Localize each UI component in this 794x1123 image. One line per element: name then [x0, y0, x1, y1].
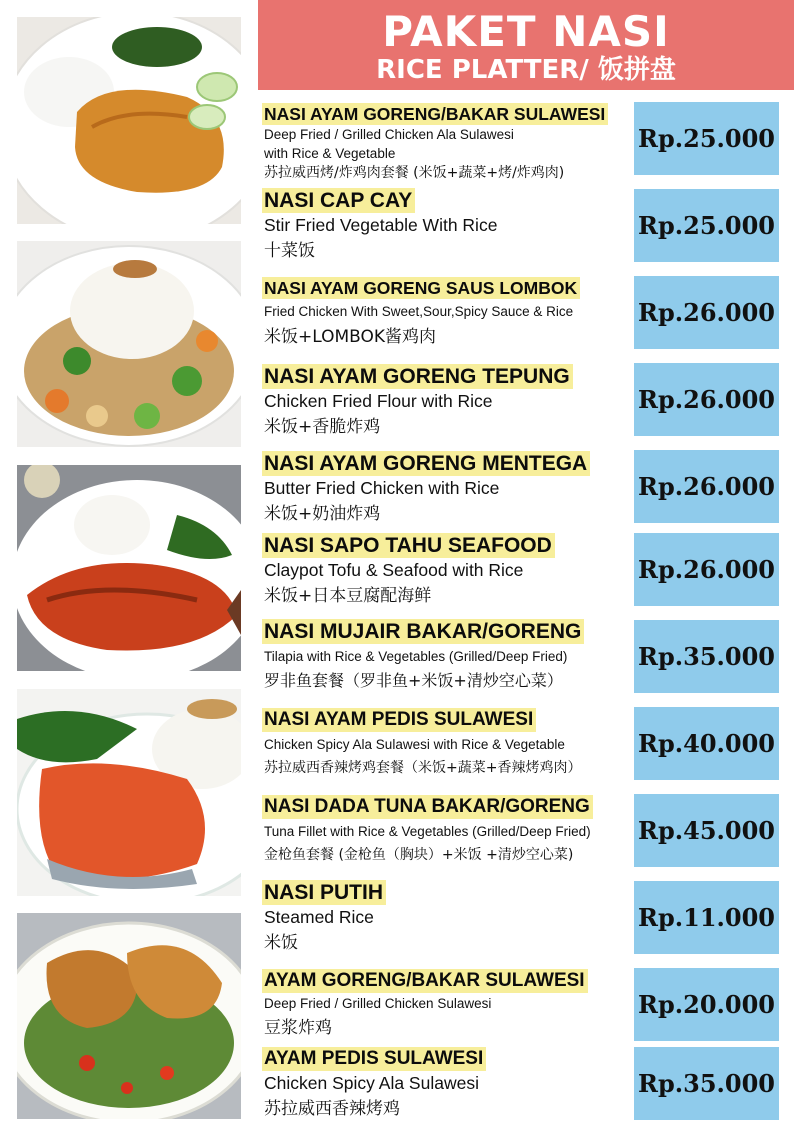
item-price: Rp.26.000	[634, 533, 779, 606]
item-chinese: 苏拉威西香辣烤鸡	[264, 1099, 400, 1119]
item-price: Rp.25.000	[634, 102, 779, 175]
item-price: Rp.35.000	[634, 620, 779, 693]
item-name: AYAM PEDIS SULAWESI	[262, 1047, 486, 1071]
menu-item	[262, 188, 634, 264]
menu-subtitle: RICE PLATTER/ 饭拼盘	[376, 55, 676, 85]
item-chinese: 豆浆炸鸡	[264, 1018, 332, 1038]
item-chinese: 米饭+奶油炸鸡	[264, 504, 381, 524]
item-chinese: 金枪鱼套餐 (金枪鱼（胸块）+米饭 +清炒空心菜)	[264, 847, 574, 863]
menu-item	[262, 708, 634, 779]
spicy-tuna-rice-photo	[17, 689, 241, 896]
item-name: NASI AYAM GORENG TEPUNG	[262, 364, 573, 389]
item-name: NASI SAPO TAHU SEAFOOD	[262, 533, 555, 558]
menu-item	[262, 277, 634, 350]
item-english: Claypot Tofu & Seafood with Rice	[264, 560, 524, 580]
item-price: Rp.26.000	[634, 363, 779, 436]
item-chinese: 苏拉威西香辣烤鸡套餐（米饭+蔬菜+香辣烤鸡肉）	[264, 760, 582, 776]
item-name: NASI AYAM GORENG MENTEGA	[262, 451, 590, 476]
menu-item	[262, 969, 634, 1041]
item-english: Deep Fried / Grilled Chicken Sulawesi	[264, 996, 492, 1011]
item-name: NASI AYAM GORENG/BAKAR SULAWESI	[262, 103, 608, 125]
menu-item	[262, 880, 634, 956]
item-chinese: 米饭+日本豆腐配海鲜	[264, 586, 432, 606]
menu-item	[262, 533, 634, 609]
item-english: Butter Fried Chicken with Rice	[264, 478, 500, 498]
item-english: Deep Fried / Grilled Chicken Ala Sulawesi	[264, 127, 514, 142]
item-chinese: 苏拉威西烤/炸鸡肉套餐 (米饭+蔬菜+烤/炸鸡肉)	[264, 165, 565, 181]
item-name: NASI AYAM PEDIS SULAWESI	[262, 708, 536, 732]
menu-item	[262, 103, 634, 184]
menu-title: PAKET NASI	[382, 7, 670, 56]
item-price: Rp.26.000	[634, 450, 779, 523]
menu-item	[262, 451, 634, 527]
fried-chicken-rice-photo	[17, 17, 241, 224]
item-price: Rp.45.000	[634, 794, 779, 867]
item-chinese: 十菜饭	[264, 241, 315, 261]
item-chinese: 米饭+LOMBOK酱鸡肉	[264, 327, 437, 347]
menu-item	[262, 364, 634, 440]
item-english: Stir Fried Vegetable With Rice	[264, 215, 498, 235]
item-chinese: 米饭+香脆炸鸡	[264, 417, 381, 437]
item-price: Rp.25.000	[634, 189, 779, 262]
item-english-cont: with Rice & Vegetable	[264, 146, 396, 161]
menu-item	[262, 795, 634, 866]
menu-item	[262, 619, 634, 692]
menu-header	[258, 0, 794, 90]
item-english: Steamed Rice	[264, 907, 374, 927]
item-english: Chicken Spicy Ala Sulawesi	[264, 1073, 479, 1093]
item-name: NASI PUTIH	[262, 880, 386, 905]
item-english: Chicken Spicy Ala Sulawesi with Rice & Vegetable	[264, 737, 565, 752]
item-name: NASI MUJAIR BAKAR/GORENG	[262, 619, 584, 644]
item-name: AYAM GORENG/BAKAR SULAWESI	[262, 969, 588, 993]
item-price: Rp.35.000	[634, 1047, 779, 1120]
item-price: Rp.26.000	[634, 276, 779, 349]
item-english: Tilapia with Rice & Vegetables (Grilled/Deep Fried)	[264, 649, 568, 664]
menu-item	[262, 1047, 634, 1122]
item-name: NASI DADA TUNA BAKAR/GORENG	[262, 795, 593, 819]
cap-cay-rice-photo	[17, 241, 241, 447]
item-chinese: 罗非鱼套餐（罗非鱼+米饭+清炒空心菜）	[264, 671, 563, 690]
item-name: NASI AYAM GORENG SAUS LOMBOK	[262, 277, 580, 299]
item-english: Tuna Fillet with Rice & Vegetables (Grilled/Deep Fried)	[264, 824, 591, 839]
item-chinese: 米饭	[264, 933, 298, 953]
item-price: Rp.20.000	[634, 968, 779, 1041]
item-name: NASI CAP CAY	[262, 188, 415, 213]
item-price: Rp.40.000	[634, 707, 779, 780]
grilled-fish-rice-photo	[17, 465, 241, 671]
item-english: Fried Chicken With Sweet,Sour,Spicy Sauce & Rice	[264, 304, 574, 319]
chicken-sambal-photo	[17, 913, 241, 1119]
item-english: Chicken Fried Flour with Rice	[264, 391, 493, 411]
item-price: Rp.11.000	[634, 881, 779, 954]
